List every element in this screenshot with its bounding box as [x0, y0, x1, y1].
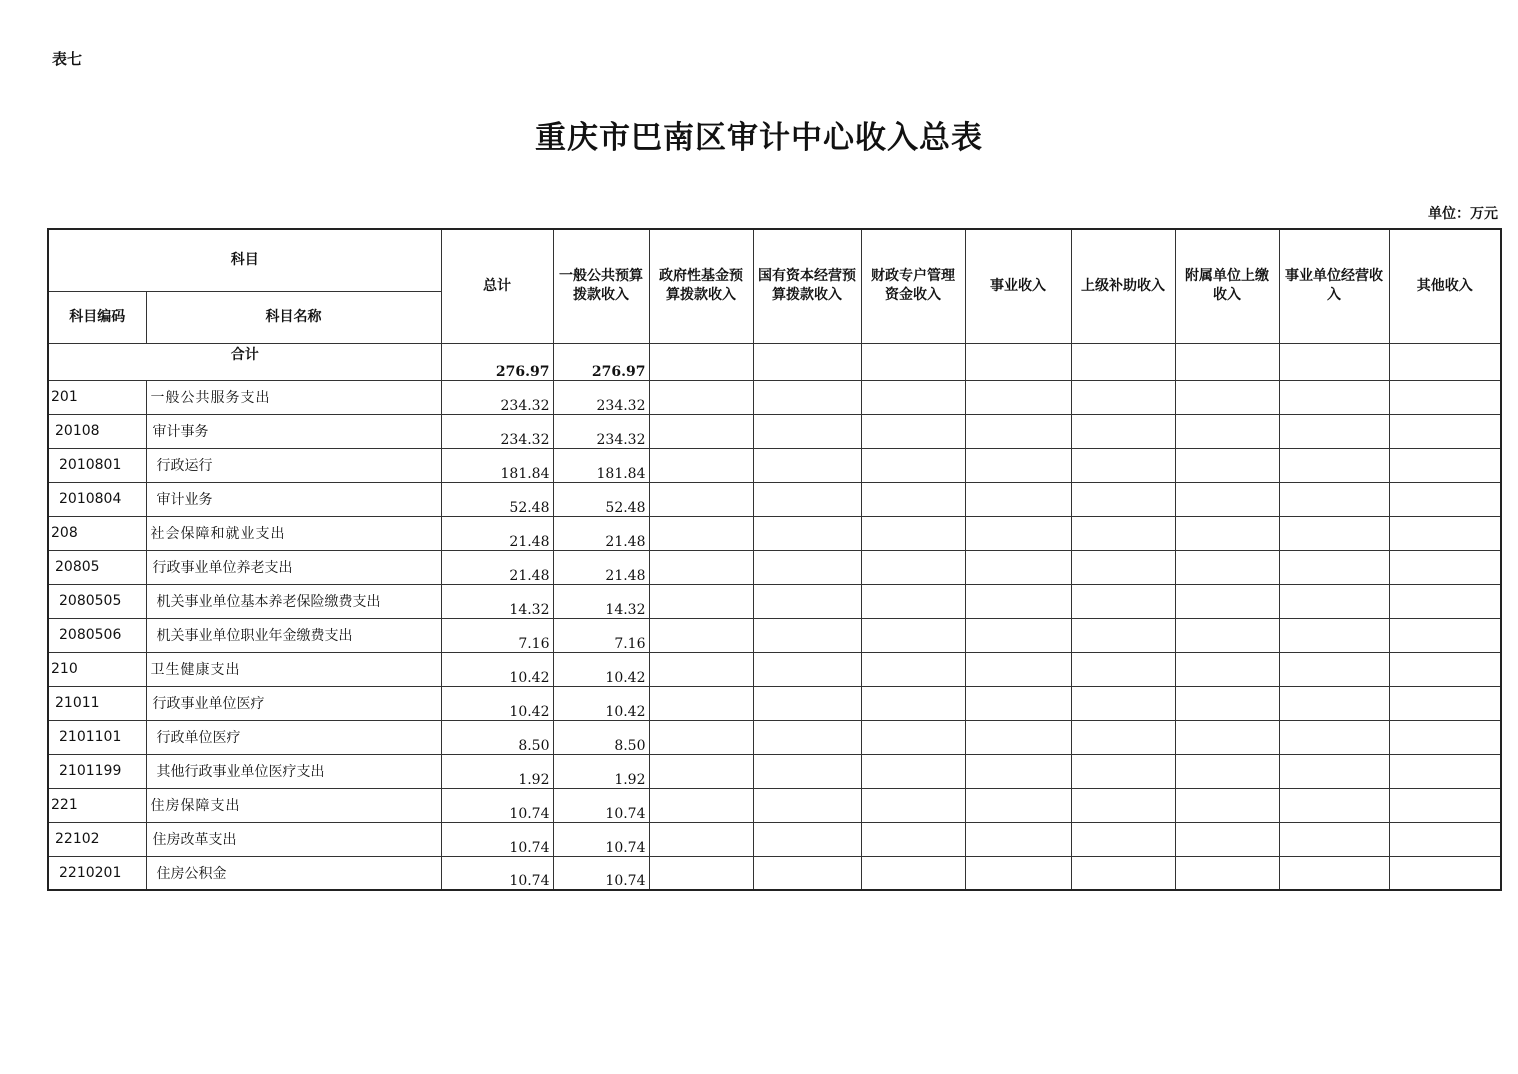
empty-cell	[965, 754, 1071, 788]
table-row	[48, 652, 1501, 686]
empty-cell	[753, 584, 861, 618]
empty-cell	[1175, 856, 1279, 890]
empty-cell	[1279, 380, 1389, 414]
row-general-budget: 234.32	[553, 414, 649, 448]
table-row	[48, 414, 1501, 448]
row-total: 234.32	[441, 414, 553, 448]
table-row	[48, 822, 1501, 856]
subject-name: 行政事业单位医疗	[146, 686, 441, 720]
row-total: 10.42	[441, 686, 553, 720]
empty-cell	[753, 516, 861, 550]
empty-cell	[1175, 448, 1279, 482]
row-general-budget: 7.16	[553, 618, 649, 652]
empty-cell	[1175, 822, 1279, 856]
row-total: 21.48	[441, 516, 553, 550]
empty-cell	[965, 788, 1071, 822]
empty-cell	[753, 448, 861, 482]
row-general-budget: 14.32	[553, 584, 649, 618]
empty-cell	[1175, 482, 1279, 516]
empty-cell	[1071, 788, 1175, 822]
subject-code: 2010801	[48, 448, 146, 482]
row-general-budget: 10.42	[553, 652, 649, 686]
empty-cell	[1175, 414, 1279, 448]
empty-cell	[1175, 652, 1279, 686]
empty-cell	[649, 584, 753, 618]
empty-cell	[649, 550, 753, 584]
subject-name: 卫生健康支出	[146, 652, 441, 686]
subject-name: 社会保障和就业支出	[146, 516, 441, 550]
empty-cell	[1175, 343, 1279, 380]
empty-cell	[1279, 856, 1389, 890]
empty-cell	[649, 822, 753, 856]
empty-cell	[1389, 414, 1501, 448]
row-general-budget: 10.74	[553, 822, 649, 856]
empty-cell	[1175, 550, 1279, 584]
empty-cell	[1279, 516, 1389, 550]
empty-cell	[861, 584, 965, 618]
subject-code: 208	[48, 516, 146, 550]
empty-cell	[1071, 414, 1175, 448]
row-total: 21.48	[441, 550, 553, 584]
header-fiscal-special: 财政专户管理资金收入	[861, 229, 965, 343]
empty-cell	[965, 652, 1071, 686]
empty-cell	[649, 516, 753, 550]
empty-cell	[753, 788, 861, 822]
table-row	[48, 720, 1501, 754]
empty-cell	[1279, 686, 1389, 720]
empty-cell	[861, 686, 965, 720]
subject-code: 2080505	[48, 584, 146, 618]
row-total: 7.16	[441, 618, 553, 652]
header-gov-fund: 政府性基金预算拨款收入	[649, 229, 753, 343]
empty-cell	[1279, 482, 1389, 516]
row-general-budget: 21.48	[553, 516, 649, 550]
empty-cell	[1389, 754, 1501, 788]
empty-cell	[1389, 448, 1501, 482]
empty-cell	[1279, 652, 1389, 686]
empty-cell	[861, 720, 965, 754]
header-business-operation: 事业单位经营收入	[1279, 229, 1389, 343]
row-general-budget: 10.74	[553, 788, 649, 822]
subject-code: 22102	[48, 822, 146, 856]
header-business-income: 事业收入	[965, 229, 1071, 343]
empty-cell	[1071, 822, 1175, 856]
table-row	[48, 754, 1501, 788]
empty-cell	[861, 788, 965, 822]
page-title: 重庆市巴南区审计中心收入总表	[535, 120, 983, 156]
subject-name: 行政运行	[146, 448, 441, 482]
empty-cell	[965, 822, 1071, 856]
empty-cell	[861, 856, 965, 890]
empty-cell	[753, 720, 861, 754]
header-subject-code: 科目编码	[48, 291, 146, 343]
empty-cell	[753, 652, 861, 686]
empty-cell	[965, 584, 1071, 618]
table-row	[48, 584, 1501, 618]
table-row	[48, 618, 1501, 652]
subject-name: 行政事业单位养老支出	[146, 550, 441, 584]
empty-cell	[1279, 343, 1389, 380]
subject-name: 其他行政事业单位医疗支出	[146, 754, 441, 788]
row-total: 10.74	[441, 822, 553, 856]
empty-cell	[965, 618, 1071, 652]
subject-code: 221	[48, 788, 146, 822]
empty-cell	[861, 652, 965, 686]
empty-cell	[753, 550, 861, 584]
empty-cell	[649, 482, 753, 516]
empty-cell	[1389, 482, 1501, 516]
empty-cell	[753, 343, 861, 380]
empty-cell	[649, 720, 753, 754]
empty-cell	[1175, 720, 1279, 754]
table-row	[48, 448, 1501, 482]
total-amount: 276.97	[441, 343, 553, 380]
table-row	[48, 516, 1501, 550]
empty-cell	[965, 482, 1071, 516]
empty-cell	[1389, 686, 1501, 720]
empty-cell	[1389, 550, 1501, 584]
empty-cell	[649, 414, 753, 448]
empty-cell	[1175, 754, 1279, 788]
table-row	[48, 550, 1501, 584]
subject-name: 机关事业单位基本养老保险缴费支出	[146, 584, 441, 618]
empty-cell	[753, 754, 861, 788]
empty-cell	[1071, 754, 1175, 788]
empty-cell	[1071, 720, 1175, 754]
subject-code: 20805	[48, 550, 146, 584]
subject-name: 审计业务	[146, 482, 441, 516]
empty-cell	[649, 686, 753, 720]
empty-cell	[965, 343, 1071, 380]
empty-cell	[753, 856, 861, 890]
empty-cell	[1279, 788, 1389, 822]
empty-cell	[861, 343, 965, 380]
empty-cell	[1389, 856, 1501, 890]
empty-cell	[649, 754, 753, 788]
subject-code: 210	[48, 652, 146, 686]
empty-cell	[1279, 822, 1389, 856]
empty-cell	[1389, 822, 1501, 856]
header-state-capital: 国有资本经营预算拨款收入	[753, 229, 861, 343]
subject-code: 2080506	[48, 618, 146, 652]
empty-cell	[1071, 618, 1175, 652]
empty-cell	[1279, 414, 1389, 448]
empty-cell	[649, 618, 753, 652]
empty-cell	[649, 380, 753, 414]
empty-cell	[965, 686, 1071, 720]
total-general-amount: 276.97	[553, 343, 649, 380]
empty-cell	[753, 380, 861, 414]
header-subject: 科目	[48, 229, 441, 291]
empty-cell	[1071, 856, 1175, 890]
row-general-budget: 8.50	[553, 720, 649, 754]
empty-cell	[1071, 343, 1175, 380]
row-total: 52.48	[441, 482, 553, 516]
empty-cell	[649, 788, 753, 822]
row-total: 10.74	[441, 788, 553, 822]
subject-name: 一般公共服务支出	[146, 380, 441, 414]
table-row	[48, 856, 1501, 890]
row-total: 1.92	[441, 754, 553, 788]
empty-cell	[649, 652, 753, 686]
empty-cell	[1389, 652, 1501, 686]
empty-cell	[965, 550, 1071, 584]
row-total: 8.50	[441, 720, 553, 754]
row-total: 181.84	[441, 448, 553, 482]
subject-code: 21011	[48, 686, 146, 720]
empty-cell	[1071, 550, 1175, 584]
subject-code: 2010804	[48, 482, 146, 516]
income-summary-table	[47, 228, 1502, 891]
empty-cell	[861, 618, 965, 652]
empty-cell	[861, 516, 965, 550]
header-general-budget: 一般公共预算拨款收入	[553, 229, 649, 343]
row-general-budget: 10.42	[553, 686, 649, 720]
empty-cell	[1279, 550, 1389, 584]
empty-cell	[861, 754, 965, 788]
empty-cell	[1389, 343, 1501, 380]
row-total: 234.32	[441, 380, 553, 414]
empty-cell	[1175, 686, 1279, 720]
header-affiliated-payment: 附属单位上缴收入	[1175, 229, 1279, 343]
unit-label: 单位：万元	[1428, 206, 1498, 222]
empty-cell	[1279, 720, 1389, 754]
table-number: 表七	[52, 50, 83, 68]
subject-name: 行政单位医疗	[146, 720, 441, 754]
header-total: 总计	[441, 229, 553, 343]
empty-cell	[965, 720, 1071, 754]
row-general-budget: 21.48	[553, 550, 649, 584]
empty-cell	[965, 856, 1071, 890]
row-general-budget: 52.48	[553, 482, 649, 516]
table-row	[48, 482, 1501, 516]
empty-cell	[649, 856, 753, 890]
empty-cell	[1389, 380, 1501, 414]
table-row	[48, 788, 1501, 822]
empty-cell	[1389, 584, 1501, 618]
total-row	[48, 343, 1501, 380]
empty-cell	[753, 414, 861, 448]
empty-cell	[1175, 584, 1279, 618]
row-total: 10.42	[441, 652, 553, 686]
table-row	[48, 380, 1501, 414]
subject-code: 2101101	[48, 720, 146, 754]
empty-cell	[1389, 516, 1501, 550]
subject-name: 住房保障支出	[146, 788, 441, 822]
empty-cell	[1071, 380, 1175, 414]
empty-cell	[1279, 448, 1389, 482]
table-row	[48, 686, 1501, 720]
empty-cell	[965, 414, 1071, 448]
empty-cell	[753, 482, 861, 516]
empty-cell	[861, 448, 965, 482]
empty-cell	[1389, 720, 1501, 754]
row-general-budget: 10.74	[553, 856, 649, 890]
empty-cell	[753, 618, 861, 652]
total-label: 合计	[48, 343, 441, 380]
empty-cell	[1071, 584, 1175, 618]
subject-code: 2101199	[48, 754, 146, 788]
empty-cell	[1279, 754, 1389, 788]
header-other-income: 其他收入	[1389, 229, 1501, 343]
empty-cell	[965, 448, 1071, 482]
empty-cell	[1175, 618, 1279, 652]
subject-code: 20108	[48, 414, 146, 448]
empty-cell	[649, 448, 753, 482]
empty-cell	[1071, 448, 1175, 482]
empty-cell	[753, 822, 861, 856]
row-total: 14.32	[441, 584, 553, 618]
empty-cell	[1389, 788, 1501, 822]
empty-cell	[861, 822, 965, 856]
subject-name: 住房公积金	[146, 856, 441, 890]
empty-cell	[861, 482, 965, 516]
empty-cell	[1279, 584, 1389, 618]
empty-cell	[965, 516, 1071, 550]
empty-cell	[1071, 482, 1175, 516]
subject-name: 审计事务	[146, 414, 441, 448]
row-general-budget: 234.32	[553, 380, 649, 414]
empty-cell	[965, 380, 1071, 414]
subject-code: 2210201	[48, 856, 146, 890]
row-general-budget: 1.92	[553, 754, 649, 788]
empty-cell	[861, 414, 965, 448]
empty-cell	[1071, 516, 1175, 550]
empty-cell	[1071, 652, 1175, 686]
header-subject-name: 科目名称	[146, 291, 441, 343]
empty-cell	[1175, 380, 1279, 414]
empty-cell	[1175, 516, 1279, 550]
row-total: 10.74	[441, 856, 553, 890]
empty-cell	[861, 380, 965, 414]
empty-cell	[1389, 618, 1501, 652]
empty-cell	[753, 686, 861, 720]
empty-cell	[1279, 618, 1389, 652]
empty-cell	[1175, 788, 1279, 822]
subject-name: 机关事业单位职业年金缴费支出	[146, 618, 441, 652]
empty-cell	[649, 343, 753, 380]
empty-cell	[1071, 686, 1175, 720]
empty-cell	[861, 550, 965, 584]
header-superior-subsidy: 上级补助收入	[1071, 229, 1175, 343]
subject-code: 201	[48, 380, 146, 414]
row-general-budget: 181.84	[553, 448, 649, 482]
subject-name: 住房改革支出	[146, 822, 441, 856]
